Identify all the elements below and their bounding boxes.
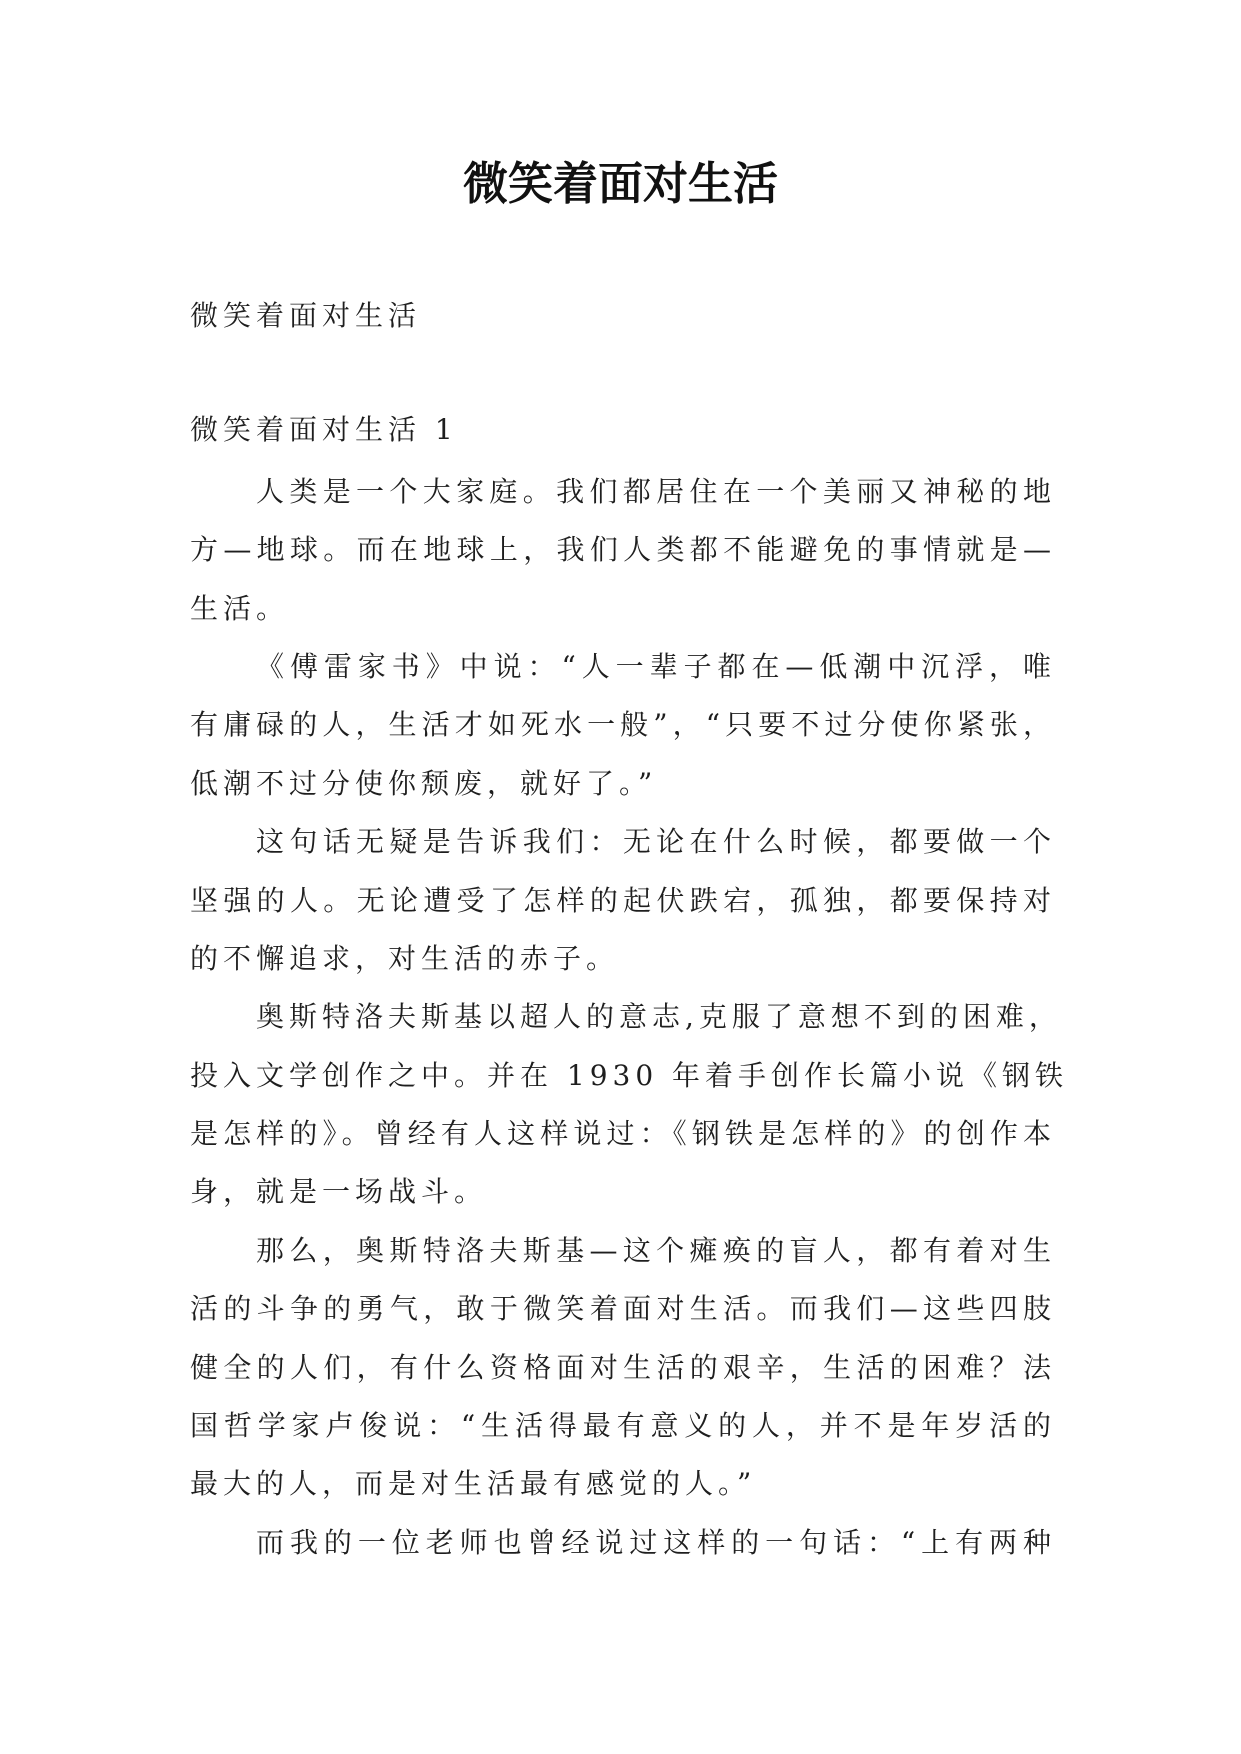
section-heading: 微笑着面对生活 1: [190, 413, 458, 447]
paragraph-line: 而我的一位老师也曾经说过这样的一句话：“上有两种: [256, 1525, 1056, 1559]
paragraph-line: 《傅雷家书》中说：“人一辈子都在—低潮中沉浮，唯: [256, 649, 1056, 683]
paragraph-line: 生活。: [190, 591, 290, 625]
paragraph: [190, 1514, 1056, 1572]
paragraph-line: 投入文学创作之中。并在 1930 年着手创作长篇小说《钢铁: [190, 1058, 1069, 1092]
paragraph: [190, 813, 1056, 988]
paragraph: [190, 638, 1056, 813]
paragraph-line: 坚强的人。无论遭受了怎样的起伏跌宕，孤独，都要保持对: [190, 883, 1056, 917]
paragraph-line: 是怎样的》。曾经有人这样说过：《钢铁是怎样的》的创作本: [190, 1117, 1056, 1151]
paragraph-line: 活的斗争的勇气，敢于微笑着面对生活。而我们—这些四肢: [190, 1292, 1056, 1326]
document-subtitle: 微笑着面对生活: [190, 299, 422, 332]
paragraph: [190, 463, 1056, 638]
paragraph-line: 的不懈追求，对生活的赤子。: [190, 941, 620, 975]
paragraph-line: 有庸碌的人，生活才如死水一般”，“只要不过分使你紧张，: [190, 708, 1056, 742]
paragraph-line: 奥斯特洛夫斯基以超人的意志,克服了意想不到的困难，: [256, 1000, 1062, 1034]
paragraph-line: 低潮不过分使你颓废，就好了。”: [190, 766, 658, 800]
paragraph: [190, 988, 1069, 1222]
paragraph-line: 国哲学家卢俊说：“生活得最有意义的人，并不是年岁活的: [190, 1409, 1056, 1443]
paragraph-line: 最大的人，而是对生活最有感觉的人。”: [190, 1467, 757, 1501]
paragraph-line: 那么，奥斯特洛夫斯基—这个瘫痪的盲人，都有着对生: [256, 1233, 1056, 1267]
paragraph-line: 健全的人们，有什么资格面对生活的艰辛，生活的困难？法: [190, 1350, 1056, 1384]
paragraph-line: 人类是一个大家庭。我们都居住在一个美丽又神秘的地: [256, 474, 1056, 508]
document-body: [190, 287, 1069, 1572]
spacer: [190, 345, 1056, 401]
paragraph-line: 这句话无疑是告诉我们：无论在什么时候，都要做一个: [256, 825, 1056, 859]
page-title: 微笑着面对生活: [462, 157, 778, 210]
paragraph-line: 身，就是一场战斗。: [190, 1175, 488, 1209]
paragraph: [190, 1222, 1056, 1514]
paragraph-line: 方—地球。而在地球上，我们人类都不能避免的事情就是—: [190, 533, 1056, 567]
